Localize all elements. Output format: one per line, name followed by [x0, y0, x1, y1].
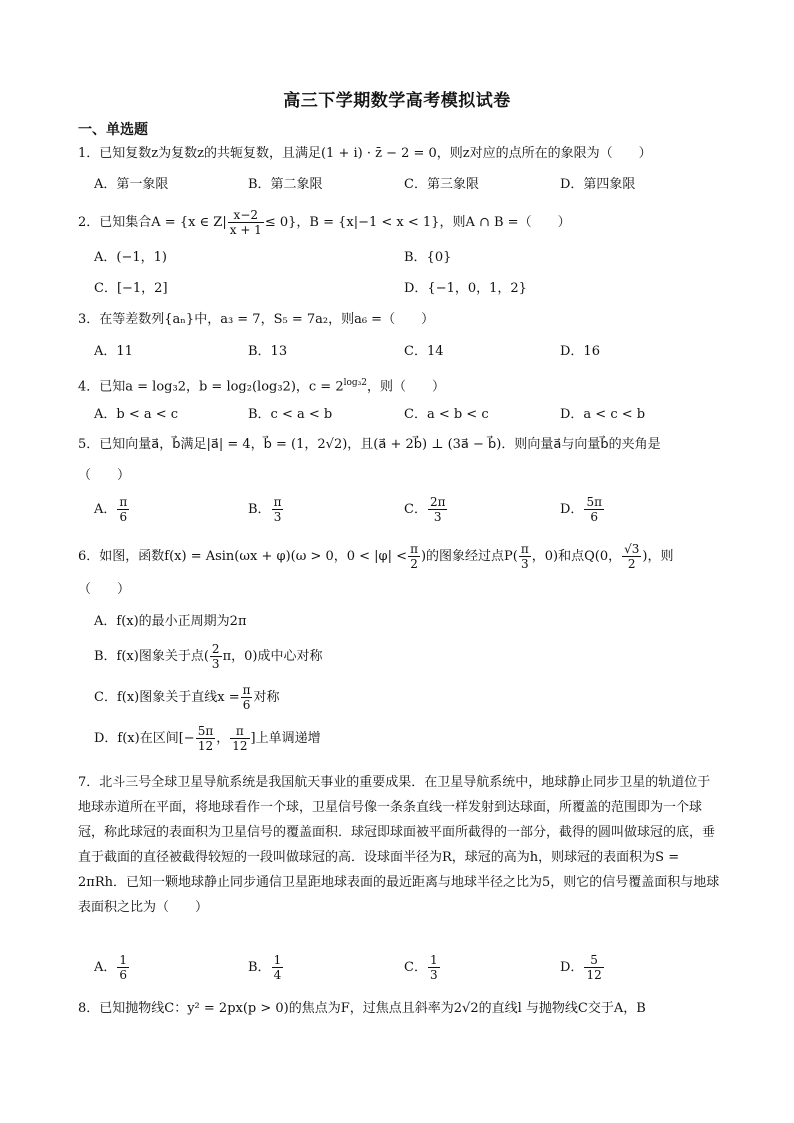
- q1-option-c: C．第三象限: [404, 177, 479, 192]
- section-heading: 一、单选题: [78, 122, 148, 138]
- question-8-stem: 8．已知抛物线C：y² = 2px(p > 0)的焦点为F，过焦点且斜率为2√2的直线l 与抛物线C交于A，B: [78, 1001, 646, 1016]
- question-5-paren: （ ）: [78, 468, 131, 483]
- q3-option-b: B．13: [248, 344, 288, 359]
- q6-option-d: D．f(x)在区间[− $\frac{5\pi}{12}$ ， $\frac{\pi}{12}$ ]上单调递增: [94, 724, 321, 753]
- q1-option-b: B．第二象限: [248, 177, 323, 192]
- page-title: 高三下学期数学高考模拟试卷: [283, 91, 511, 111]
- q2-option-d: D．{−1，0，1，2}: [404, 281, 527, 296]
- question-5-stem: 5．已知向量a⃗，b⃗满足|a⃗| = 4，b⃗ = (1，2√2)，且(a⃗ + 2b⃗) ⊥ (3a⃗ − b⃗)．则向量a⃗与向量b⃗的夹角是: [78, 437, 661, 452]
- q3-option-a: A．11: [94, 344, 133, 359]
- q4-option-b: B．c < a < b: [248, 407, 333, 422]
- fraction: $\frac{x-2}{x + 1}$: [229, 208, 262, 237]
- q5-option-d: D． $\frac{5\pi}{6}$: [560, 495, 602, 524]
- q1-option-d: D．第四象限: [560, 177, 636, 192]
- q5-option-a: A． $\frac{\pi}{6}$: [94, 495, 128, 524]
- question-6-stem: 6．如图，函数f(x) = Asin(ωx + φ)(ω > 0，0 < |φ| < $\frac{\pi}{2}$ )的图象经过点P( $\frac{\pi}{3}$ ，0)和点Q(0， $\frac{√3}{2}$ )，则: [78, 542, 674, 571]
- q7-option-d: D． $\frac{5}{12}$: [560, 953, 602, 982]
- q4-option-d: D．a < c < b: [560, 407, 646, 422]
- q7-option-c: C． $\frac{1}{3}$: [404, 953, 438, 982]
- q7-option-a: A． $\frac{1}{6}$: [94, 953, 128, 982]
- q4-option-a: A．b < a < c: [94, 407, 179, 422]
- q6-option-a: A．f(x)的最小正周期为2π: [94, 614, 247, 629]
- question-6-paren: （ ）: [78, 582, 131, 597]
- q2-option-b: B．{0}: [404, 250, 452, 265]
- q5-option-b: B． $\frac{\pi}{3}$: [248, 495, 282, 524]
- question-1-stem: 1．已知复数z为复数z的共轭复数，且满足(1 + i) · z̄ − 2 = 0，则z对应的点所在的象限为（ ）: [78, 146, 652, 161]
- q3-option-d: D．16: [560, 344, 600, 359]
- q3-option-c: C．14: [404, 344, 444, 359]
- q7-option-b: B． $\frac{1}{4}$: [248, 953, 282, 982]
- q4-option-c: C．a < b < c: [404, 407, 489, 422]
- question-4-stem: 4．已知a = log₃2，b = log₂(log₃2)，$c = 2^{log_32}$，则（ ）: [78, 378, 446, 395]
- q2-option-a: A．(−1，1): [94, 250, 167, 265]
- q1-option-a: A．第一象限: [94, 177, 169, 192]
- q2-option-c: C．[−1，2]: [94, 281, 168, 296]
- q6-option-b: B．f(x)图象关于点( $\frac{2}{3}$ π，0)成中心对称: [94, 642, 323, 671]
- question-2-stem: 2．已知集合A = {x ∈ Z| $\frac{x-2}{x + 1}$ ≤ 0}，B = {x|−1 < x < 1}，则A ∩ B =（ ）: [78, 208, 571, 237]
- q5-option-c: C． $\frac{2\pi}{3}$: [404, 495, 446, 524]
- q6-option-c: C．f(x)图象关于直线x = $\frac{\pi}{6}$ 对称: [94, 683, 280, 712]
- question-3-stem: 3．在等差数列{aₙ}中，a₃ = 7，S₅ = 7a₂，则a₆ =（ ）: [78, 312, 435, 327]
- question-7-stem: 7．北斗三号全球卫星导航系统是我国航天事业的重要成果．在卫星导航系统中，地球静止同步卫星的轨道位于地球赤道所在平面，将地球看作一个球，卫星信号像一条条直线一样发射到达球面，所覆盖的范围即为一个球冠，称此球冠的表面积为卫星信号的覆盖面积．球冠即球面被平面所截得的一部分，截得的圆叫做球冠的底，垂直于截面的直径被截得较短的一段叫做球冠的高．设球面半径为R，球冠的高为h，则球冠的表面积为S = 2πRh．已知一颗地球静止同步通信卫星距地球表面的最近距离与地球半径之比为5，则它的信号覆盖面积与地球表面积之比为（ ）: [78, 775, 720, 915]
